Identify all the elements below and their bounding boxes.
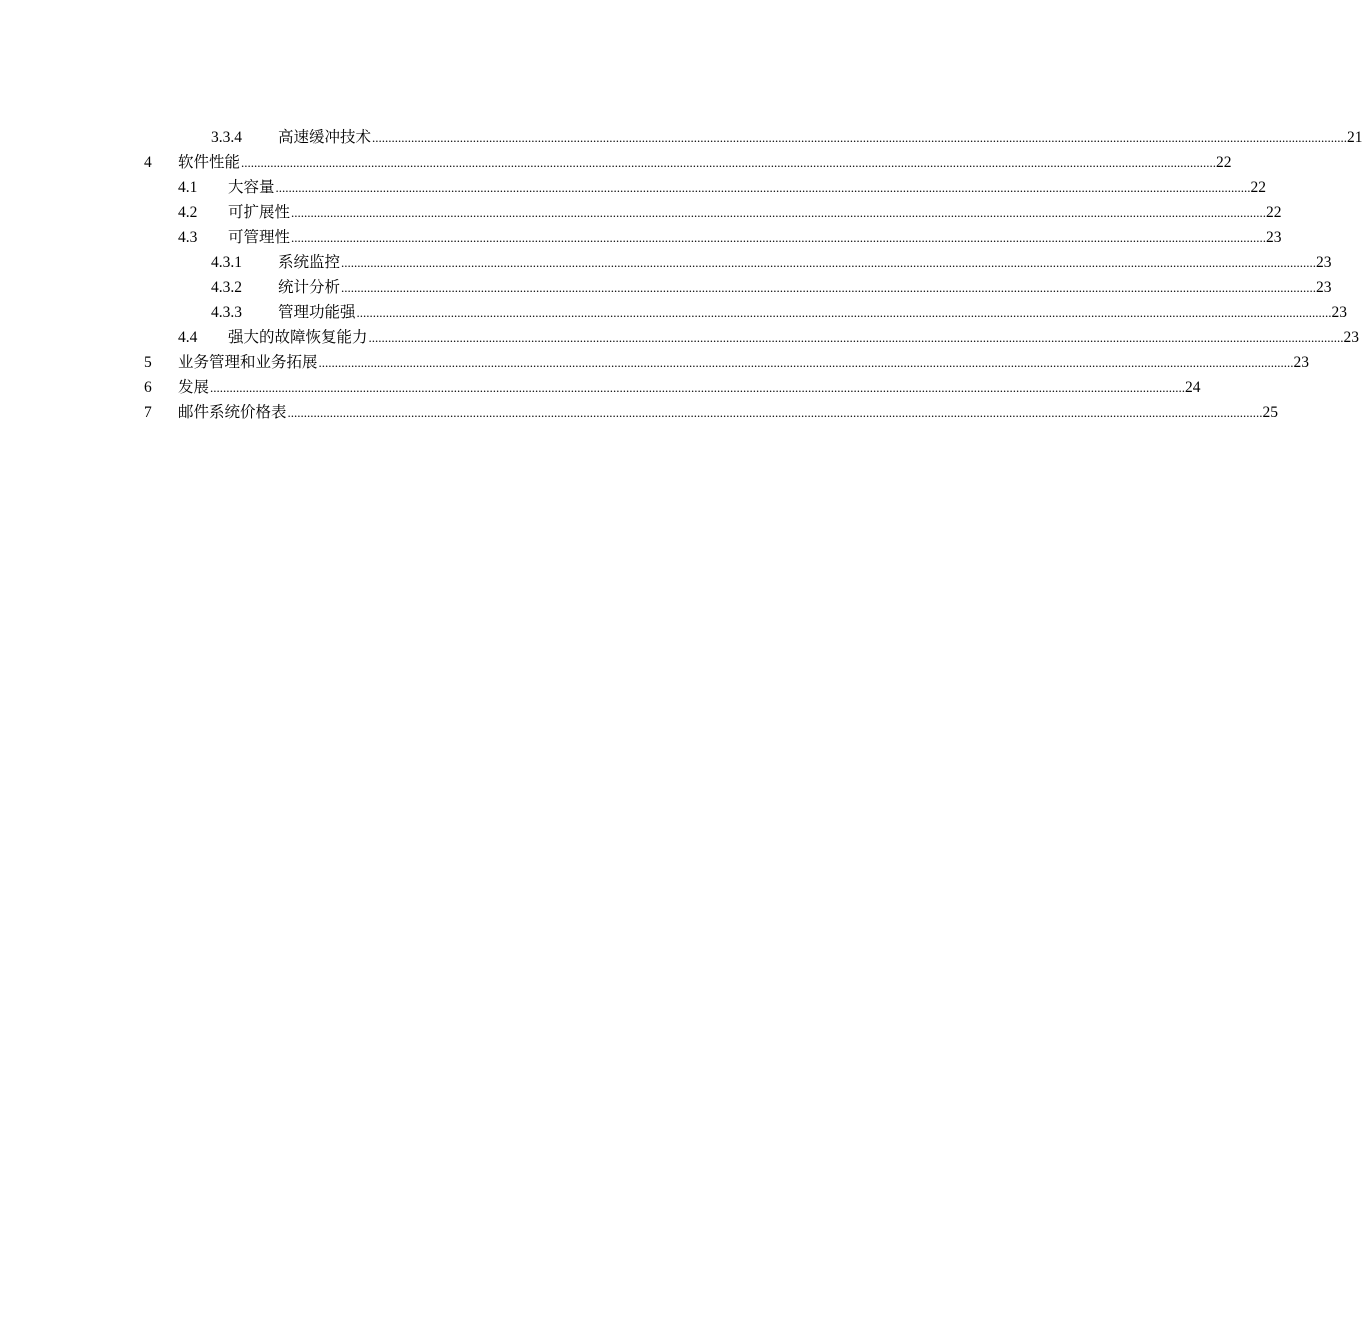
toc-entry-number: 4.3.2 xyxy=(211,279,242,296)
toc-entry-title: 大容量 xyxy=(228,179,275,196)
toc-entry-page: 22 xyxy=(1250,179,1267,196)
toc-leader-dots: ............................................................................................................................................................................................................................................................................................................ xyxy=(241,155,1217,170)
toc-entry-title: 高速缓冲技术 xyxy=(278,129,372,146)
toc-entry-title: 系统监控 xyxy=(278,254,341,271)
toc-entry-page: 23 xyxy=(1343,329,1360,346)
toc-entry-title: 管理功能强 xyxy=(278,304,356,321)
toc-entry-title: 邮件系统价格表 xyxy=(178,404,287,421)
toc-entry-number: 3.3.4 xyxy=(211,129,242,146)
toc-entry-page: 23 xyxy=(1316,254,1332,271)
toc-entry-title: 软件性能 xyxy=(178,154,241,171)
toc-entry-number: 5 xyxy=(144,354,152,371)
toc-entry-page: 24 xyxy=(1185,379,1201,396)
toc-entry[interactable] xyxy=(0,150,1232,175)
toc-entry-page: 22 xyxy=(1216,154,1232,171)
toc-entry[interactable] xyxy=(0,200,1282,225)
toc-entry[interactable] xyxy=(0,375,1201,400)
toc-leader-dots: ............................................................................................................................................................................................................................................................................................................ xyxy=(341,280,1317,295)
toc-entry-number: 4.1 xyxy=(178,179,198,196)
toc-leader-dots: ............................................................................................................................................................................................................................................................................................................ xyxy=(356,305,1332,320)
toc-entry-title: 发展 xyxy=(178,379,210,396)
table-of-contents xyxy=(0,125,1363,425)
toc-entry[interactable] xyxy=(0,175,1267,200)
toc-leader-dots: ............................................................................................................................................................................................................................................................................................................ xyxy=(210,380,1186,395)
toc-entry-page: 25 xyxy=(1262,404,1279,421)
toc-entry-title: 业务管理和业务拓展 xyxy=(178,354,318,371)
toc-entry-number: 6 xyxy=(144,379,152,396)
toc-entry-page: 23 xyxy=(1331,304,1348,321)
toc-entry-page: 21 xyxy=(1347,129,1363,146)
toc-entry-number: 4.3.3 xyxy=(211,304,242,321)
toc-leader-dots: ............................................................................................................................................................................................................................................................................................................ xyxy=(275,180,1251,195)
toc-entry[interactable] xyxy=(0,325,1360,350)
toc-leader-dots: ............................................................................................................................................................................................................................................................................................................ xyxy=(291,230,1267,245)
toc-entry-page: 23 xyxy=(1266,229,1282,246)
toc-entry-number: 4.3 xyxy=(178,229,198,246)
toc-entry-title: 可扩展性 xyxy=(228,204,291,221)
toc-leader-dots: ............................................................................................................................................................................................................................................................................................................ xyxy=(287,405,1263,420)
toc-entry-title: 强大的故障恢复能力 xyxy=(228,329,368,346)
toc-entry-title: 可管理性 xyxy=(228,229,291,246)
toc-entry-number: 4.4 xyxy=(178,329,198,346)
toc-entry-number: 7 xyxy=(144,404,152,421)
toc-entry-number: 4.3.1 xyxy=(211,254,242,271)
toc-leader-dots: ............................................................................................................................................................................................................................................................................................................ xyxy=(368,330,1344,345)
toc-entry[interactable] xyxy=(0,250,1332,275)
toc-entry[interactable] xyxy=(0,300,1348,325)
toc-entry[interactable] xyxy=(0,125,1363,150)
toc-entry-number: 4.2 xyxy=(178,204,198,221)
toc-entry[interactable] xyxy=(0,275,1332,300)
toc-leader-dots: ............................................................................................................................................................................................................................................................................................................ xyxy=(341,255,1317,270)
toc-entry[interactable] xyxy=(0,400,1279,425)
toc-leader-dots: ............................................................................................................................................................................................................................................................................................................ xyxy=(372,130,1348,145)
toc-leader-dots: ............................................................................................................................................................................................................................................................................................................ xyxy=(291,205,1267,220)
toc-entry-title: 统计分析 xyxy=(278,279,341,296)
toc-leader-dots: ............................................................................................................................................................................................................................................................................................................ xyxy=(318,355,1294,370)
toc-entry-page: 23 xyxy=(1316,279,1332,296)
toc-entry[interactable] xyxy=(0,225,1282,250)
toc-entry-page: 22 xyxy=(1266,204,1282,221)
toc-entry-number: 4 xyxy=(144,154,152,171)
toc-entry[interactable] xyxy=(0,350,1310,375)
toc-entry-page: 23 xyxy=(1293,354,1310,371)
